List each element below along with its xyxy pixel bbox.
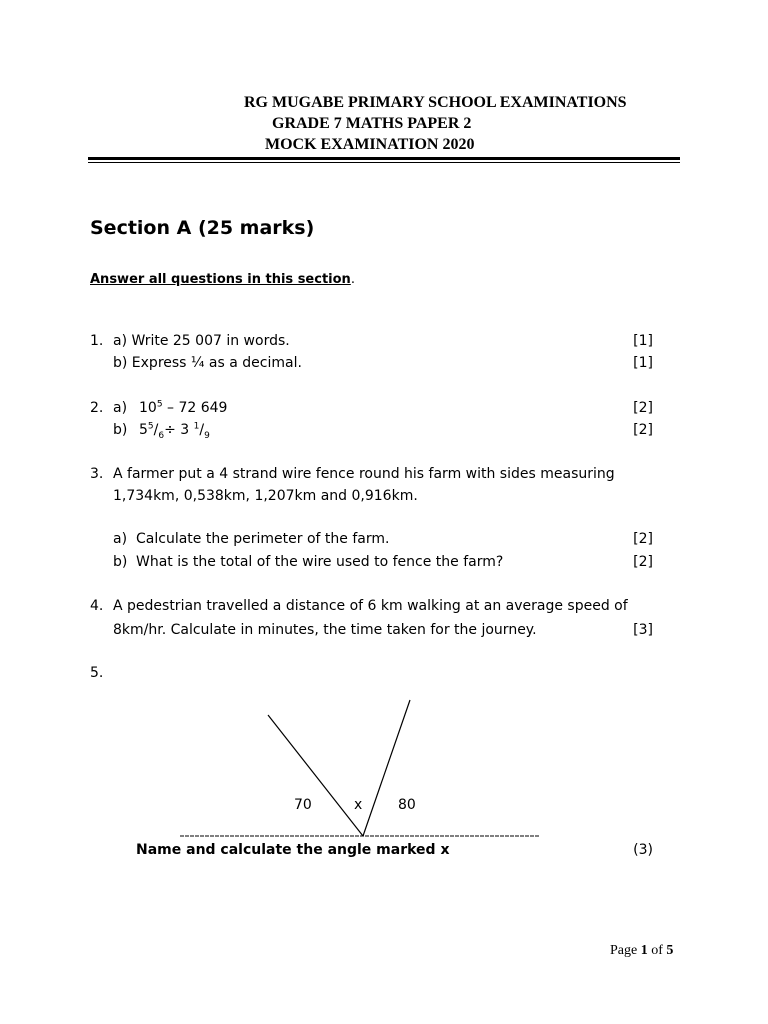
- q5-prompt-text: Name and calculate the angle marked: [136, 842, 441, 858]
- q2b-mark: [2]: [633, 422, 653, 438]
- angle-label-70: 70: [294, 797, 312, 813]
- q3-number: 3.: [90, 466, 104, 482]
- paper-title: GRADE 7 MATHS PAPER 2: [272, 115, 472, 132]
- q2a-exponent: 5: [156, 399, 163, 410]
- header-rule-thick: [88, 157, 680, 160]
- school-title: RG MUGABE PRIMARY SCHOOL EXAMINATIONS: [244, 94, 627, 111]
- q4-line1: A pedestrian travelled a distance of 6 km walking at an average speed of: [113, 598, 628, 614]
- q5-prompt-x: x: [440, 842, 450, 858]
- q2a-mark: [2]: [633, 400, 653, 416]
- q1-number: 1.: [90, 333, 104, 349]
- q2b-whole: 5: [139, 422, 148, 438]
- q1b-mark: [1]: [633, 355, 653, 371]
- page-footer: [610, 943, 673, 959]
- q3b-label: b): [113, 554, 128, 570]
- q2b-denominator-1: 6: [158, 430, 165, 441]
- q5-number: 5.: [90, 665, 104, 681]
- right-ray: [363, 700, 410, 836]
- header-rule-thin: [88, 162, 680, 163]
- section-title: Section A (25 marks): [90, 217, 315, 239]
- q4-line2: 8km/hr. Calculate in minutes, the time taken for the journey.: [113, 622, 537, 638]
- page-total: 5: [666, 943, 674, 958]
- q1a-text: a) Write 25 007 in words.: [113, 333, 290, 349]
- q2b-numerator-2: 1: [193, 421, 200, 432]
- q2-number: 2.: [90, 400, 104, 416]
- q1b-text: b) Express ¼ as a decimal.: [113, 355, 302, 371]
- q2a-base: 10: [139, 400, 157, 416]
- instruction-period: .: [350, 272, 355, 287]
- q3b-mark: [2]: [633, 554, 653, 570]
- section-instruction: [90, 268, 355, 287]
- q2a-rest: – 72 649: [162, 400, 228, 416]
- q3a-mark: [2]: [633, 531, 653, 547]
- q2a-expression: [139, 400, 227, 416]
- q3-line1: A farmer put a 4 strand wire fence round his farm with sides measuring: [113, 466, 615, 482]
- page-word: Page: [610, 943, 641, 958]
- q2b-denominator-2: 9: [204, 430, 210, 441]
- exam-title: MOCK EXAMINATION 2020: [265, 136, 475, 153]
- q4-mark: [3]: [633, 622, 653, 638]
- q3b-text: What is the total of the wire used to fence the farm?: [136, 554, 504, 570]
- q2b-operator: ÷ 3: [164, 422, 194, 438]
- q2b-numerator-1: 5: [147, 421, 154, 432]
- q2a-label: a): [113, 400, 128, 416]
- q3-line2: 1,734km, 0,538km, 1,207km and 0,916km.: [113, 488, 418, 504]
- of-word: of: [647, 943, 667, 958]
- angle-label-x: x: [354, 797, 363, 813]
- q3a-text: Calculate the perimeter of the farm.: [136, 531, 390, 547]
- q2b-expression: $5^5/_6\div 3$ $^1/_9$: [139, 421, 210, 441]
- q4-number: 4.: [90, 598, 104, 614]
- angle-diagram: [170, 690, 550, 850]
- angle-label-80: 80: [398, 797, 416, 813]
- left-ray: [268, 715, 363, 836]
- q5-mark: (3): [633, 842, 653, 858]
- instruction-text: Answer all questions in this section: [90, 272, 351, 287]
- page-number: 1: [640, 943, 648, 958]
- q3a-label: a): [113, 531, 128, 547]
- q1a-mark: [1]: [633, 333, 653, 349]
- q2b-label: b): [113, 422, 128, 438]
- q5-prompt: [136, 842, 449, 858]
